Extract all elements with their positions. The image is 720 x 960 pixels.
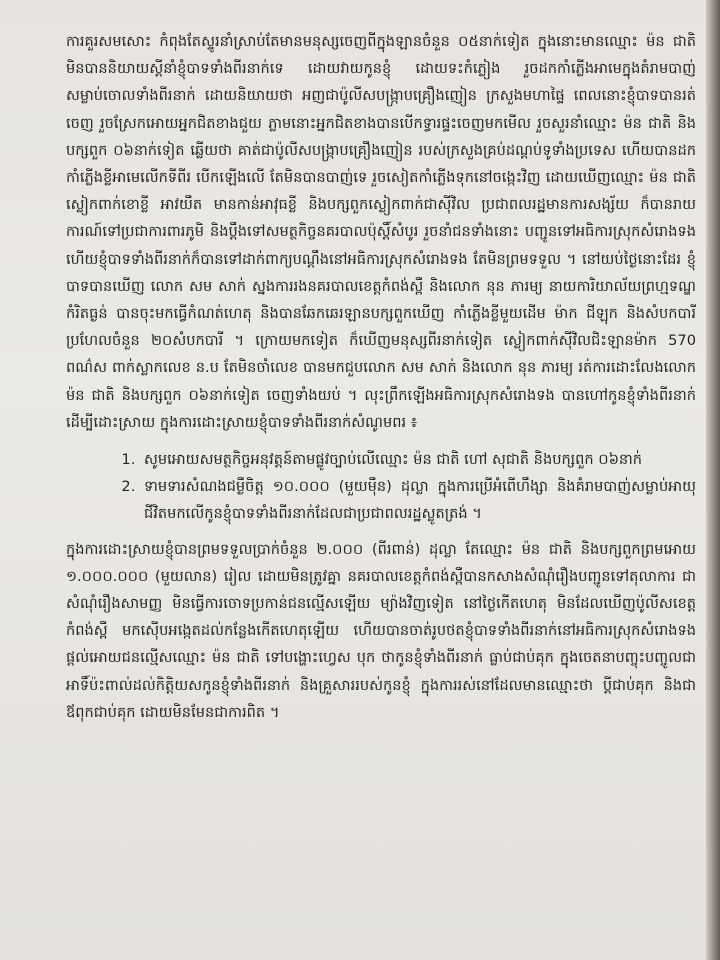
demands-list — [66, 446, 696, 528]
demand-item: 1. សូមអោយសមត្ថកិច្ចអនុវត្តន៍តាមផ្លូវច្បាប់លើឈ្មោះ ម៉ន ជាតិ ហៅ សុជាតិ និងបក្សពួក ០៦នាក់ — [140, 446, 696, 473]
paragraph-resolution-account: ក្នុងការដោះស្រាយខ្ញុំបានព្រមទទួលប្រាក់ចំនួន ២.០០០ (ពីរពាន់) ដុល្លា តែឈ្មោះ ម៉ន ជាតិ និងបក្សពួកព្រមអោយ ១.០០០.០០០ (មួយលាន) រៀល ដោយមិនត្រូវគ្នា នគរបាលខេត្តកំពង់ស្ពឺបានកសាងសំណុំរឿងបញ្ជូនទៅតុលាការ ជាសំណុំរឿងសាមញ្ញ មិនធ្វើការចោទប្រកាន់ជនល្មើសឡើយ ម្យ៉ាងវិញទៀត នៅថ្ងៃកើតហេតុ មិនដែលឃើញប៉ូលីសខេត្តកំពង់ស្ពឺ មកស៊ើបអង្កេតដល់កន្លែងកើតហេតុឡើយ ហើយបានចាត់រូបថតខ្ញុំបាទទាំងពីរនាក់នៅអធិការស្រុកសំរោងទង ផ្តល់អោយជនល្មើសឈ្មោះ ម៉ន ជាតិ ទៅបង្ហោះហ្វេស បុក ថាកូនខ្ញុំទាំងពីរនាក់ ធ្លាប់ជាប់គុក ក្នុងចេតនាបញ្ចុះបញ្ចូលជាអាទិ៍ប៉ះពាល់ដល់កិត្តិយសកូនខ្ញុំទាំងពីរនាក់ និងគ្រួសាររបស់កូនខ្ញុំ ក្នុងការរស់នៅដែលមានឈ្មោះថា ប្តីជាប់គុក និងជាឪពុកជាប់គុក ដោយមិនមែនជាការពិត ។ — [66, 540, 696, 721]
demand-item: 2. ទាមទារសំណងជម្ងឺចិត្ត ១០.០០០ (មួយម៉ឺន) ដុល្លា ក្នុងការប្រើអំពើហឹង្សា និងគំរាមបាញ់សម្លាប់អាយុជីវិតមកលើកូនខ្ញុំបាទទាំងពីរនាក់ដែលជាប្រជាពលរដ្ឋស្លូតត្រង់ ។ — [140, 473, 696, 527]
paragraph-incident-account: ការគួរសមសោះ កំពុងតែស្ទូរនាំស្រាប់តែមានមនុស្សចេញពីក្នុងឡានចំនួន ០៥នាក់ទៀត ក្នុងនោះមានឈ្មោះ ម៉ន ជាតិ មិនបាននិយាយស្តីនាំខ្ញុំបាទទាំងពីរនាក់ទេ ដោយវាយកូនខ្ញុំ ដោយទះកំភ្លៀង រួចដកកាំភ្លើងអាមេក្នុងតំរាមបាញ់សម្លាប់ចោលទាំងពីរនាក់ ដោយនិយាយថា អញជាប៉ូលីសបង្ក្រាបគ្រឿងញៀន ក្រសួងមហាផ្ទៃ ពេលនោះខ្ញុំបាទបានរត់ចេញ រួចស្រែកអោយអ្នកជិតខាងជួយ ភ្លាមនោះអ្នកជិតខាងបានបើកទ្វារផ្ទះចេញមកមើល រួចសួរនាំឈ្មោះ ម៉ន ជាតិ និងបក្សពួក ០៦នាក់ទៀត ឆ្លើយថា គាត់ជាប៉ូលីសបង្ក្រាបគ្រឿងញៀន របស់ក្រសួងគ្រប់ដណ្តប់ទូទាំងប្រទេស ហើយបានដកកាំភ្លើងខ្លីអាមេលើកទីពីរ បើកឡើងលើ តែមិនបានបាញ់ទេ រួចសៀតកាំភ្លើងទុកនៅចង្កេះវិញ ដោយឃើញឈ្មោះ ម៉ន ជាតិ ស្លៀកពាក់ខោខ្លី អាវយឺត មានកាន់អាវុធខ្លី និងបក្សពួកស្លៀកពាក់ជាស៊ីវិល ប្រជាពលរដ្ឋមានការសង្ស័យ ក៏បានរាយការណ៍ទៅប្រជាការពារភូមិ និងប្តឹងទៅសមត្ថកិច្ចនគរបាលប៉ុស្តិ៍សំបូរ រួចនាំជនទាំងនោះ បញ្ជូនទៅអធិការស្រុកសំរោងទង ហើយខ្ញុំបាទទាំងពីរនាក់ក៏បានទៅដាក់ពាក្យបណ្តឹងនៅអធិការស្រុកសំរោងទង តែមិនព្រមទទួល ។ នៅយប់ថ្ងៃនោះដែរ ខ្ញុំបាទបានឃើញ លោក សម សាក់ ស្នងការរងនគរបាលខេត្តកំពង់ស្ពឺ និងលោក នុន ភារម្យ នាយការិយាល័យព្រហ្មទណ្ឌកំរិតធ្ងន់ បានចុះមកធ្វើកំណត់ហេតុ និងបានឆែកឆេរឡានបក្សពួកឃើញ កាំភ្លើងខ្លីមួយដើម ម៉ាក ជីឡុក និងសំបកបារីប្រហែលចំនួន ២០សំបកបារី ។ ក្រោយមកទៀត ក៏ឃើញមនុស្សពីរនាក់ទៀត ស្លៀកពាក់ស៊ីវិលជិះឡានម៉ាក 570 ពណ៌ស ពាក់ស្លាកលេខ ន.ប តែមិនចាំលេខ បានមកជួបលោក សម សាក់ និងលោក នុន ភារម្យ រត់ការដោះលែងលោក ម៉ន ជាតិ និងបក្សពួក ០៦នាក់ទៀត ចេញទាំងយប់ ។ លុះព្រឹកឡើងអធិការស្រុកសំរោងទង បានហៅកូនខ្ញុំទាំងពីរនាក់ ដើម្បីដោះស្រាយ ក្នុងការដោះស្រាយខ្ញុំបាទទាំងពីរនាក់សំណូមពរ ៖ — [66, 33, 696, 431]
paper-right-edge-shadow — [706, 0, 720, 960]
complaint-letter-body — [66, 28, 696, 726]
